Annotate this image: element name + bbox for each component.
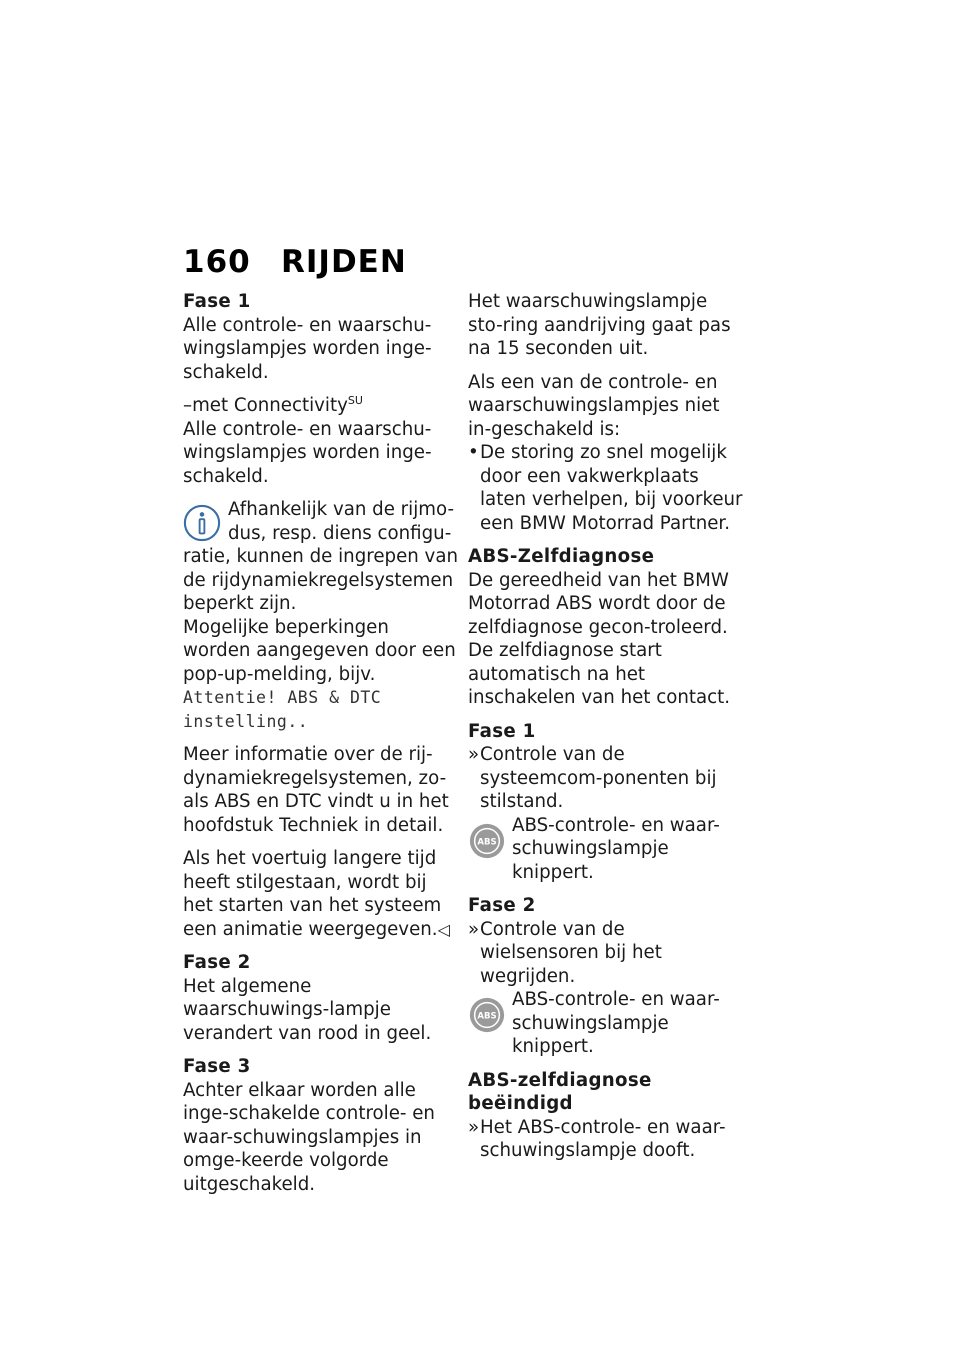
fase1-heading: Fase 1 [183,291,251,312]
fase3-heading: Fase 3 [183,1056,251,1077]
bullet-text: De storing zo snel mogelijk door een vakwerkplaats laten verhelpen, bij voorkeur een BMW Motorrad Partner. [480,442,743,534]
svg-text:ABS: ABS [477,1011,497,1022]
info-icon [183,504,221,542]
step-marker: » [468,1116,480,1138]
step-marker: » [468,918,480,940]
svg-text:ABS: ABS [477,836,497,847]
right-column [468,290,743,1163]
abs-warning-icon [468,996,506,1034]
connectivity-line [183,394,458,418]
popup-text: Mogelijke beperkingen worden aangegeven door een pop-up-melding, bijv. [183,616,456,685]
fase2-heading: Fase 2 [183,952,251,973]
step-marker: » [468,744,480,765]
left-column [183,290,458,1206]
connectivity-prefix: –met Connectivity [183,395,348,416]
abs-fase2-step [468,918,743,989]
popup-paragraph [183,616,458,734]
abs-fase1-step [468,743,743,814]
popup-code: Attentie! ABS & DTC instelling.. [183,688,382,731]
animation-paragraph [183,847,458,941]
connectivity-sup: SU [347,393,363,407]
fault-text: Het waarschuwingslampje sto-ring aandrijving gaat pas na 15 seconden uit. [468,291,731,359]
more-info: Meer informatie over de rij-dynamiekregelsystemen, zo-als ABS en DTC vindt u in het hoofdstuk Techniek in detail. [183,744,449,836]
list-item [468,441,743,535]
not-off-text: Als een van de controle- en waarschuwingslampjes niet in-geschakeld is: [468,371,720,440]
info-line-2: dus, resp. diens configu- [228,522,452,544]
page-number: 160 [183,244,251,280]
fase3-text: Achter elkaar worden alle inge-schakelde controle- en waar-schuwingslampjes in omge-keerde volgorde uitgeschakeld. [183,1079,435,1195]
abs-fase1-result [468,814,743,885]
connectivity-text: Alle controle- en waarschu-wingslampjes worden inge-schakeld. [183,418,432,487]
abs-diag-text: De gereedheid van het BMW Motorrad ABS wordt door de zelfdiagnose gecon-troleerd. De zelfdiagnose start automatisch na het inschakelen van het contact. [468,569,731,708]
fase1-text: Alle controle- en waarschu-wingslampjes worden inge-schakeld. [183,314,432,383]
section-title: RIJDEN [281,244,407,280]
abs-warning-icon [468,822,506,860]
abs-end-heading: ABS-zelfdiagnose beëindigd [468,1069,652,1114]
abs-fase2-text: ABS-controle- en waar-schuwingslampje knippert. [512,989,720,1057]
info-line-1: Afhankelijk van de rijmo- [228,499,455,520]
fase2-text: Het algemene waarschuwings-lampje verandert van rood in geel. [183,975,432,1044]
step-text: Controle van de wielsensoren bij het wegrijden. [480,918,662,987]
bullet-marker: • [468,442,479,463]
step-text: Controle van de systeemcom-ponenten bij stilstand. [480,744,717,812]
abs-end-step [468,1116,743,1163]
end-mark: ◁ [437,919,450,939]
abs-fase1-heading: Fase 1 [468,720,536,742]
abs-fase2-result [468,988,743,1059]
abs-diag-heading: ABS-Zelfdiagnose [468,546,655,567]
step-text: Het ABS-controle- en waar-schuwingslampje dooft. [480,1116,726,1161]
abs-fase2-heading: Fase 2 [468,895,536,916]
info-note [183,498,458,616]
info-rest: ratie, kunnen de ingrepen van de rijdynamiekregelsystemen beperkt zijn. [183,546,458,614]
page-header [183,244,407,280]
animation-text: Als het voertuig langere tijd heeft stilgestaan, wordt bij het starten van het systeem een animatie weergegeven. [183,848,442,940]
abs-fase1-text: ABS-controle- en waar-schuwingslampje knippert. [512,814,720,883]
